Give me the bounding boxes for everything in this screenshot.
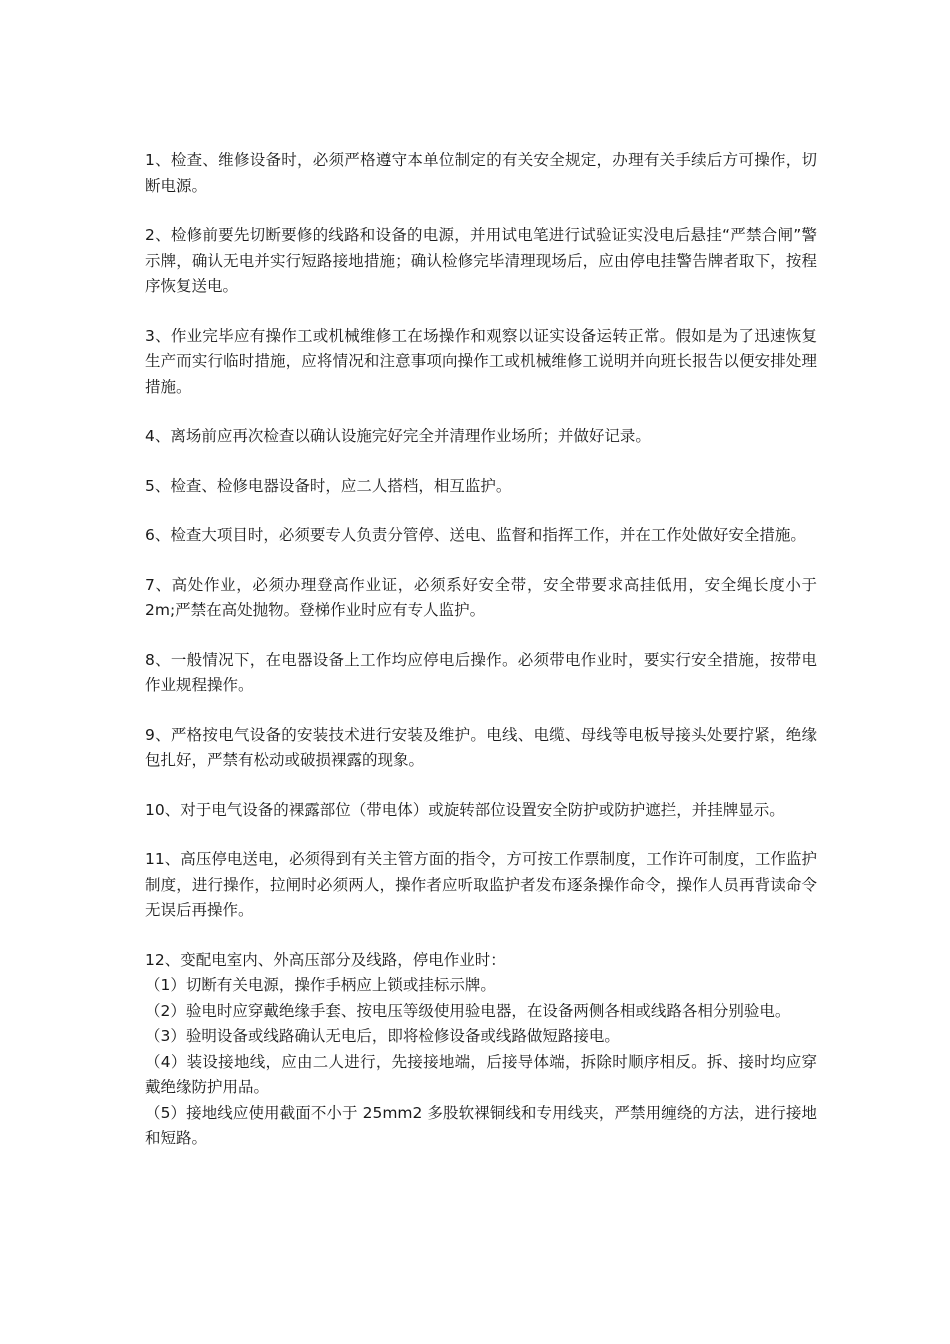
paragraph-2: 2、检修前要先切断要修的线路和设备的电源，并用试电笔进行试验证实没电后悬挂“严禁合闸”警示牌，确认无电并实行短路接地措施；确认检修完毕清理现场后，应由停电挂警告牌者取下，按程序恢复送电。 [145,226,817,295]
section-12-heading: 12、变配电室内、外高压部分及线路，停电作业时： [145,950,506,969]
section-12-item-5: （5）接地线应使用截面不小于 25mm2 多股软裸铜线和专用线夹，严禁用缠绕的方法，进行接地和短路。 [145,1103,817,1147]
section-12-item-3: （3）验明设备或线路确认无电后，即将检修设备或线路做短路接电。 [145,1027,620,1045]
paragraph-1: 1、检查、维修设备时，必须严格遵守本单位制定的有关安全规定，办理有关手续后方可操作，切断电源。 [145,151,817,195]
section-12-item-1: （1）切断有关电源，操作手柄应上锁或挂标示牌。 [145,976,496,994]
document-body [145,148,817,1152]
section-12 [145,948,817,1152]
paragraph-5: 5、检查、检修电器设备时，应二人搭档，相互监护。 [145,476,512,495]
paragraph-4: 4、离场前应再次检查以确认设施完好完全并清理作业场所；并做好记录。 [145,427,651,445]
paragraph-7: 7、高处作业，必须办理登高作业证，必须系好安全带，安全带要求高挂低用，安全绳长度小于 2m;严禁在高处抛物。登梯作业时应有专人监护。 [145,575,817,619]
paragraph-3: 3、作业完毕应有操作工或机械维修工在场操作和观察以证实设备运转正常。假如是为了迅速恢复生产而实行临时措施，应将情况和注意事项向操作工或机械维修工说明并向班长报告以便安排处理措施。 [145,326,817,396]
paragraph-9: 9、严格按电气设备的安装技术进行安装及维护。电线、电缆、母线等电板导接头处要拧紧，绝缘包扎好，严禁有松动或破损裸露的现象。 [145,725,817,769]
paragraph-11: 11、高压停电送电，必须得到有关主管方面的指令，方可按工作票制度，工作许可制度，工作监护制度，进行操作，拉闸时必须两人，操作者应听取监护者发布逐条操作命令，操作人员再背读命令无误后再操作。 [145,850,817,919]
section-12-item-2: （2）验电时应穿戴绝缘手套、按电压等级使用验电器，在设备两侧各相或线路各相分别验电。 [145,1001,791,1020]
section-12-item-4: （4）装设接地线，应由二人进行，先接接地端，后接导体端，拆除时顺序相反。拆、接时均应穿戴绝缘防护用品。 [145,1052,817,1096]
paragraph-8: 8、一般情况下，在电器设备上工作均应停电后操作。必须带电作业时，要实行安全措施，按带电作业规程操作。 [145,650,817,694]
paragraph-6: 6、检查大项目时，必须要专人负责分管停、送电、监督和指挥工作，并在工作处做好安全措施。 [145,526,806,544]
paragraph-10: 10、对于电气设备的裸露部位（带电体）或旋转部位设置安全防护或防护遮拦，并挂牌显示。 [145,800,785,819]
